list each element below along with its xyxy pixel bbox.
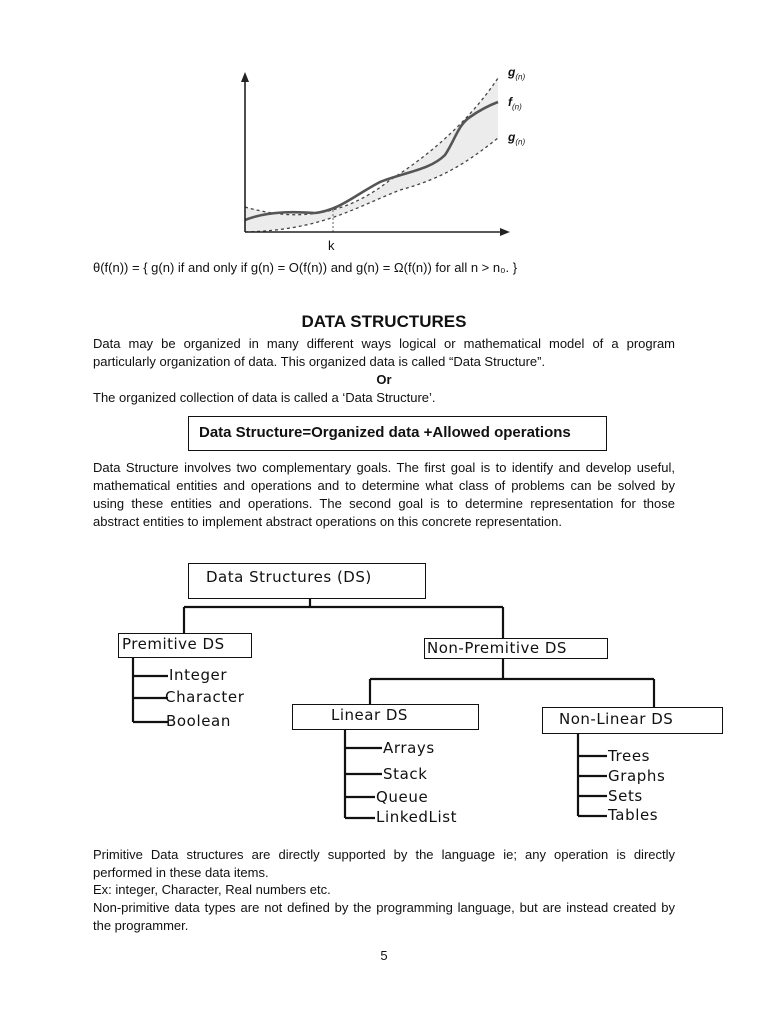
- leaf-integer: Integer: [169, 666, 228, 684]
- page-number: 5: [380, 948, 388, 963]
- non-primitive-node: Non-Premitive DS: [424, 638, 608, 659]
- section-title: DATA STRUCTURES: [301, 312, 467, 331]
- or-separator: Or: [376, 372, 392, 387]
- leaf-arrays: Arrays: [383, 739, 435, 757]
- non-linear-node: Non-Linear DS: [542, 707, 723, 734]
- leaf-boolean: Boolean: [166, 712, 231, 730]
- primitive-paragraph: Primitive Data structures are directly supported by the language ie; any operation is directly performed in these data items.: [93, 847, 675, 880]
- leaf-queue: Queue: [376, 788, 429, 806]
- leaf-character: Character: [165, 688, 245, 706]
- primitive-node: Premitive DS: [118, 633, 252, 658]
- lower-g-label: $g_{(n)}$: [508, 130, 526, 147]
- leaf-linkedlist: LinkedList: [376, 808, 458, 826]
- upper-g-label: $g_{(n)}$: [508, 65, 526, 82]
- leaf-stack: Stack: [383, 765, 428, 783]
- non-primitive-paragraph: Non-primitive data types are not defined by the programming language, but are instead created by the programmer.: [93, 900, 675, 933]
- linear-node: Linear DS: [292, 704, 479, 730]
- goals-paragraph: Data Structure involves two complementary goals. The first goal is to identify and develop useful, mathematical entities and operations and to determine what class of problems can be solved by using these entities and operations. The second goal is to determine representation for those abstract entities to implement abstract operations on this concrete representation.: [93, 460, 675, 529]
- theta-formula: θ(f(n)) = { g(n) if and only if g(n) = O(f(n)) and g(n) = Ω(f(n)) for all n > n₀. }: [93, 260, 518, 275]
- example-line: Ex: integer, Character, Real numbers etc.: [93, 882, 331, 897]
- leaf-graphs: Graphs: [608, 767, 666, 785]
- leaf-sets: Sets: [608, 787, 643, 805]
- intro-paragraph: Data may be organized in many different ways logical or mathematical model of a program particularly organization of data. This organized data is called “Data Structure”.: [93, 336, 675, 369]
- definition-paragraph: The organized collection of data is called a ‘Data Structure’.: [93, 390, 436, 405]
- definition-box: Data Structure=Organized data +Allowed operations: [188, 416, 607, 451]
- f-label: $f_{(n)}$: [508, 95, 522, 112]
- root-node: Data Structures (DS): [188, 563, 426, 599]
- k-label: k: [328, 238, 335, 253]
- leaf-tables: Tables: [608, 806, 659, 824]
- leaf-trees: Trees: [608, 747, 651, 765]
